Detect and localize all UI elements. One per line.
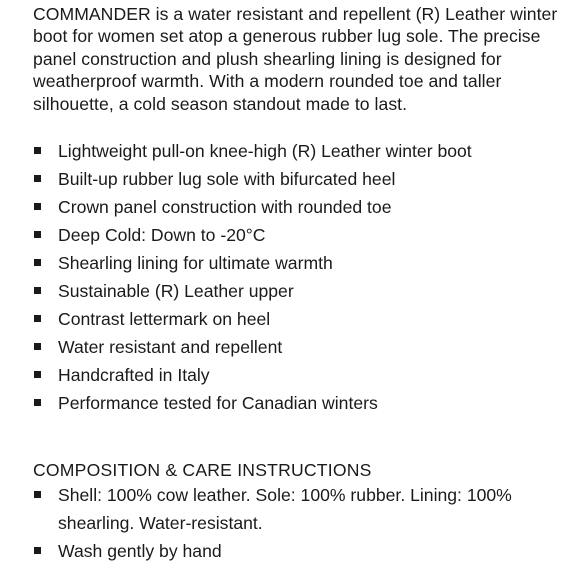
feature-text: Shearling lining for ultimate warmth <box>58 253 333 274</box>
bullet-icon <box>34 315 41 322</box>
feature-item <box>33 137 573 165</box>
feature-text: Lightweight pull-on knee-high (R) Leather winter boot <box>58 141 472 162</box>
feature-item <box>33 305 573 333</box>
feature-text: Contrast lettermark on heel <box>58 309 271 330</box>
feature-text: Performance tested for Canadian winters <box>58 393 378 414</box>
care-list <box>33 481 573 565</box>
care-text: Shell: 100% cow leather. Sole: 100% rubber. Lining: 100% shearling. Water-resistant. <box>58 485 512 534</box>
care-item <box>33 481 573 537</box>
feature-item <box>33 165 573 193</box>
feature-item <box>33 221 573 249</box>
bullet-icon <box>34 343 41 350</box>
feature-item <box>33 249 573 277</box>
feature-item <box>33 361 573 389</box>
feature-item <box>33 193 573 221</box>
bullet-icon <box>34 231 41 238</box>
product-details <box>33 0 573 565</box>
feature-text: Sustainable (R) Leather upper <box>58 281 294 302</box>
care-text: Wash gently by hand <box>58 541 222 562</box>
bullet-icon <box>34 259 41 266</box>
bullet-icon <box>34 287 41 294</box>
bullet-icon <box>34 547 41 554</box>
feature-text: Handcrafted in Italy <box>58 365 210 386</box>
care-item <box>33 537 573 565</box>
bullet-icon <box>34 147 41 154</box>
bullet-icon <box>34 175 41 182</box>
bullet-icon <box>34 371 41 378</box>
bullet-icon <box>34 399 41 406</box>
product-description: COMMANDER is a water resistant and repellent (R) Leather winter boot for women set atop a generous rubber lug sole. The precise panel construction and plush shearling lining is designed for weatherproof warmth. With a modern rounded toe and taller silhouette, a cold season standout made to last. <box>33 4 558 114</box>
bullet-icon <box>34 203 41 210</box>
feature-text: Built-up rubber lug sole with bifurcated heel <box>58 169 396 190</box>
feature-text: Deep Cold: Down to -20°C <box>58 225 266 246</box>
feature-item <box>33 333 573 361</box>
feature-text: Water resistant and repellent <box>58 337 283 358</box>
bullet-icon <box>34 491 41 498</box>
feature-text: Crown panel construction with rounded toe <box>58 197 392 218</box>
feature-list <box>33 137 573 417</box>
composition-heading: COMPOSITION & CARE INSTRUCTIONS <box>33 460 372 481</box>
feature-item <box>33 277 573 305</box>
feature-item <box>33 389 573 417</box>
